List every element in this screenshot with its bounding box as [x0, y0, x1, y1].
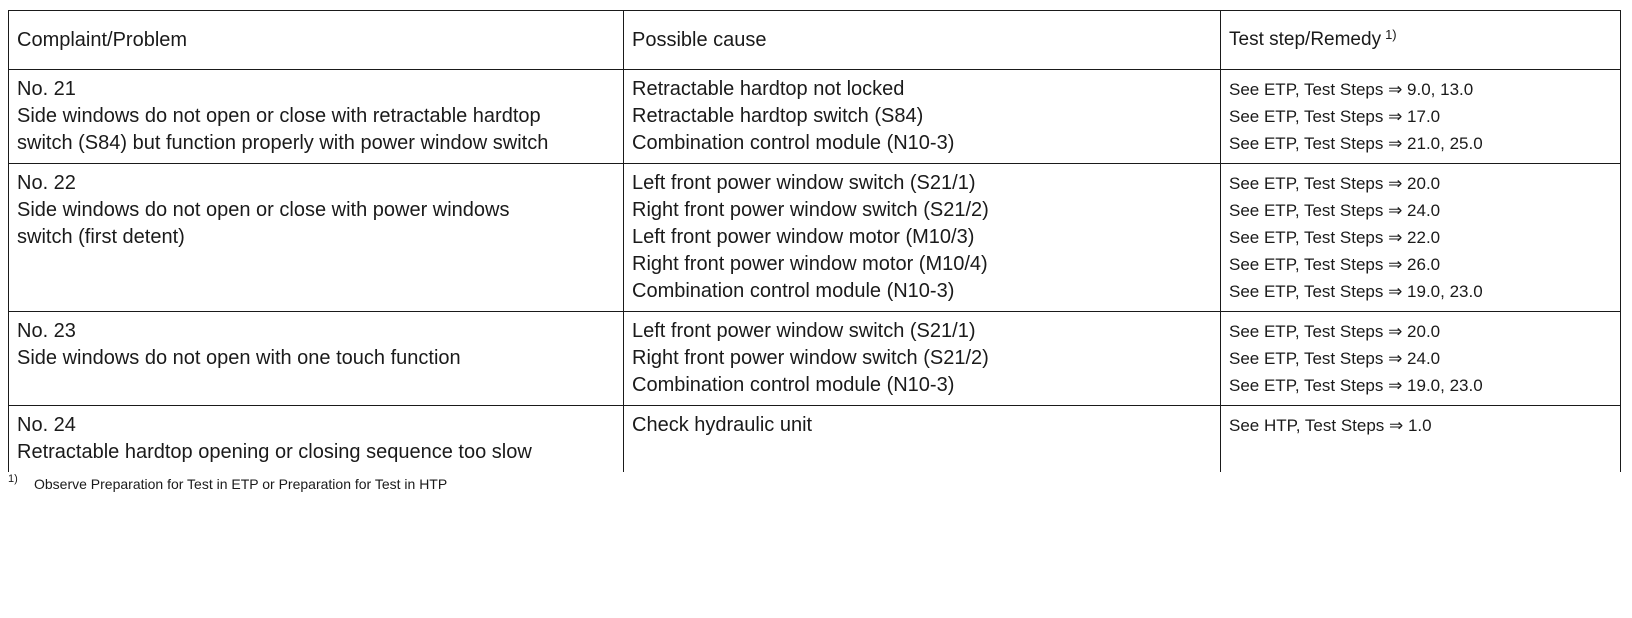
table-header-row: [9, 11, 1621, 70]
test-step-remedy: See HTP, Test Steps ⇒ 1.0: [1229, 416, 1432, 435]
possible-cause: Left front power window switch (S21/1): [632, 320, 976, 342]
problem-number: No. 23: [17, 320, 76, 342]
possible-cause: Left front power window motor (M10/3): [632, 226, 975, 248]
problem-number: No. 24: [17, 414, 76, 436]
problem-number: No. 22: [17, 172, 76, 194]
possible-cause: Combination control module (N10-3): [632, 280, 955, 302]
possible-cause: Check hydraulic unit: [632, 414, 813, 436]
header-remedy: [1221, 11, 1621, 70]
test-step-remedy: See ETP, Test Steps ⇒ 17.0: [1229, 107, 1441, 126]
header-footnote-ref: 1): [1385, 27, 1397, 42]
footnote-text: Observe Preparation for Test in ETP or Preparation for Test in HTP: [34, 476, 448, 492]
test-step-remedy: See ETP, Test Steps ⇒ 24.0: [1229, 201, 1441, 220]
possible-cause: Right front power window switch (S21/2): [632, 347, 989, 369]
problem-description-line: switch (S84) but function properly with power window switch: [17, 132, 549, 154]
problem-cell: [9, 312, 624, 406]
problem-description-line: switch (first detent): [17, 226, 185, 248]
cause-cell: [624, 312, 1221, 406]
test-step-remedy: See ETP, Test Steps ⇒ 26.0: [1229, 255, 1441, 274]
possible-cause: Right front power window motor (M10/4): [632, 253, 988, 275]
table-row: [9, 164, 1621, 312]
diagnosis-table: [8, 10, 1621, 472]
test-step-remedy: See ETP, Test Steps ⇒ 19.0, 23.0: [1229, 376, 1483, 395]
possible-cause: Retractable hardtop not locked: [632, 78, 905, 100]
test-step-remedy: See ETP, Test Steps ⇒ 21.0, 25.0: [1229, 134, 1483, 153]
test-step-remedy: See ETP, Test Steps ⇒ 22.0: [1229, 228, 1441, 247]
test-step-remedy: See ETP, Test Steps ⇒ 20.0: [1229, 174, 1441, 193]
footnote: [8, 473, 1620, 492]
possible-cause: Left front power window switch (S21/1): [632, 172, 976, 194]
test-step-remedy: See ETP, Test Steps ⇒ 9.0, 13.0: [1229, 80, 1474, 99]
cause-cell: [624, 164, 1221, 312]
problem-cell: [9, 70, 624, 164]
problem-description-line: Side windows do not open or close with retractable hardtop: [17, 105, 541, 127]
problem-description-line: Retractable hardtop opening or closing sequence too slow: [17, 441, 532, 463]
problem-cell: [9, 406, 624, 473]
cause-cell: [624, 406, 1221, 473]
possible-cause: Right front power window switch (S21/2): [632, 199, 989, 221]
problem-number: No. 21: [17, 78, 76, 100]
possible-cause: Retractable hardtop switch (S84): [632, 105, 924, 127]
table-row: [9, 70, 1621, 164]
header-remedy-label: Test step/Remedy: [1229, 29, 1382, 50]
header-cause: Possible cause: [624, 11, 1221, 70]
problem-cell: [9, 164, 624, 312]
remedy-cell: [1221, 406, 1621, 473]
footnote-mark: 1): [8, 473, 18, 485]
remedy-cell: [1221, 70, 1621, 164]
table-row: [9, 312, 1621, 406]
test-step-remedy: See ETP, Test Steps ⇒ 20.0: [1229, 322, 1441, 341]
problem-description-line: Side windows do not open with one touch function: [17, 347, 461, 369]
document-page: [8, 10, 1620, 492]
remedy-cell: [1221, 312, 1621, 406]
cause-cell: [624, 70, 1221, 164]
problem-description-line: Side windows do not open or close with power windows: [17, 199, 510, 221]
remedy-cell: [1221, 164, 1621, 312]
possible-cause: Combination control module (N10-3): [632, 374, 955, 396]
header-problem: Complaint/Problem: [9, 11, 624, 70]
table-row: [9, 406, 1621, 473]
test-step-remedy: See ETP, Test Steps ⇒ 19.0, 23.0: [1229, 282, 1483, 301]
test-step-remedy: See ETP, Test Steps ⇒ 24.0: [1229, 349, 1441, 368]
table-body: [9, 70, 1621, 473]
possible-cause: Combination control module (N10-3): [632, 132, 955, 154]
